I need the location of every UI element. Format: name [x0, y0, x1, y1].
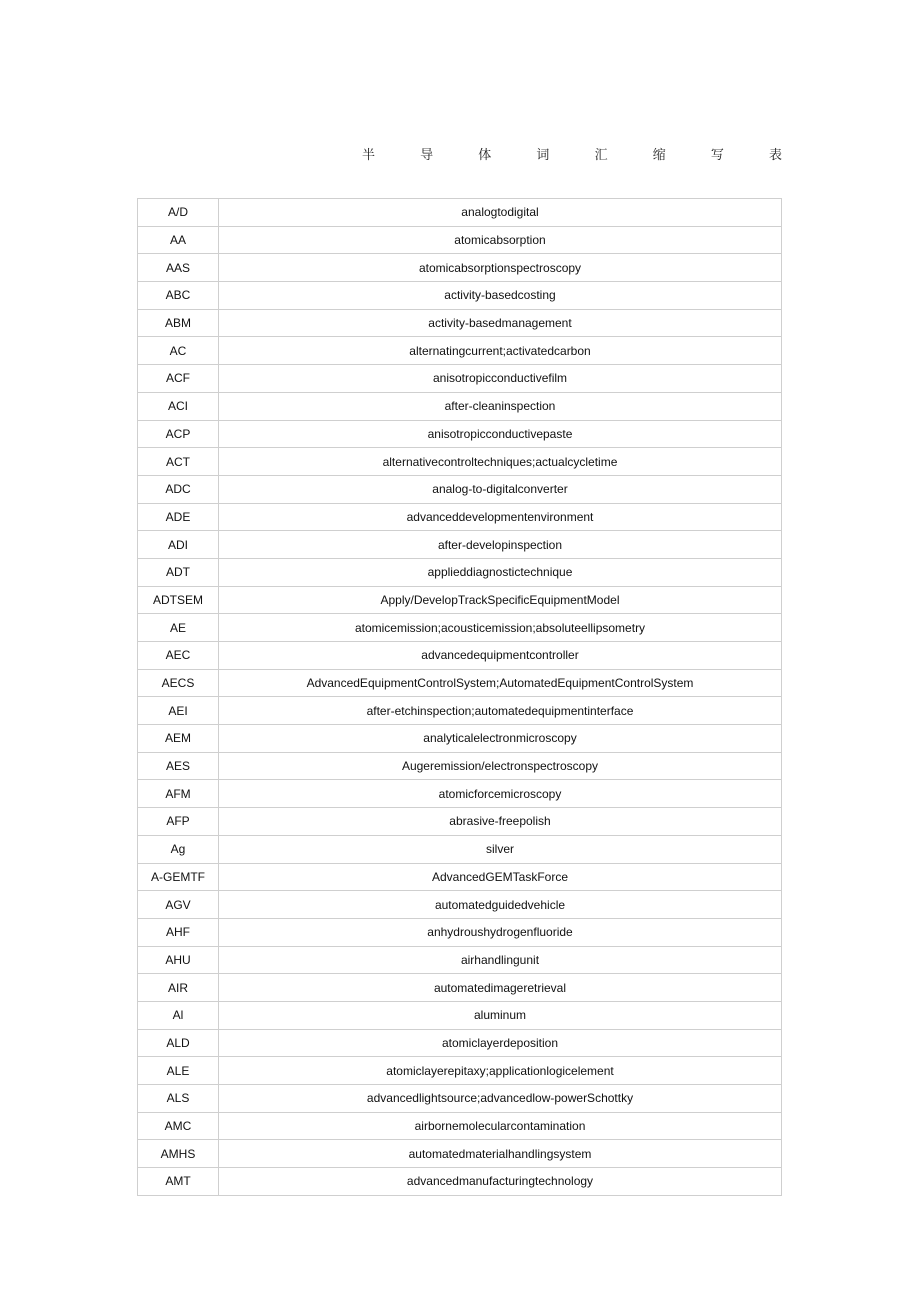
abbreviation-cell: ACI [138, 392, 219, 420]
expansion-cell: silver [219, 835, 782, 863]
table-row [138, 891, 782, 919]
table-row [138, 835, 782, 863]
title-char: 汇 [594, 148, 608, 163]
expansion-cell: atomicabsorption [219, 226, 782, 254]
abbreviation-cell: AES [138, 752, 219, 780]
table-row [138, 642, 782, 670]
table-row [138, 337, 782, 365]
table-body [138, 199, 782, 1196]
table-row [138, 226, 782, 254]
table-row [138, 199, 782, 227]
abbreviation-cell: AMHS [138, 1140, 219, 1168]
table-row [138, 918, 782, 946]
title-char: 导 [420, 148, 434, 163]
expansion-cell: analyticalelectronmicroscopy [219, 725, 782, 753]
abbreviation-cell: AECS [138, 669, 219, 697]
table-row [138, 974, 782, 1002]
table-row [138, 697, 782, 725]
title-char: 缩 [652, 148, 666, 163]
table-row [138, 420, 782, 448]
table-row [138, 531, 782, 559]
table-row [138, 309, 782, 337]
abbreviation-cell: ACT [138, 448, 219, 476]
expansion-cell: after-etchinspection;automatedequipmentinterface [219, 697, 782, 725]
page-title [362, 144, 782, 163]
table-row [138, 669, 782, 697]
expansion-cell: atomicforcemicroscopy [219, 780, 782, 808]
expansion-cell: advanceddevelopmentenvironment [219, 503, 782, 531]
abbreviation-cell: A-GEMTF [138, 863, 219, 891]
table-row [138, 392, 782, 420]
expansion-cell: Apply/DevelopTrackSpecificEquipmentModel [219, 586, 782, 614]
expansion-cell: AdvancedGEMTaskForce [219, 863, 782, 891]
expansion-cell: advancedlightsource;advancedlow-powerSchottky [219, 1085, 782, 1113]
expansion-cell: advancedmanufacturingtechnology [219, 1168, 782, 1196]
expansion-cell: atomiclayerepitaxy;applicationlogicelement [219, 1057, 782, 1085]
table-row [138, 1057, 782, 1085]
abbreviation-table [137, 198, 782, 1196]
abbreviation-cell: Ag [138, 835, 219, 863]
abbreviation-cell: ADE [138, 503, 219, 531]
table-row [138, 448, 782, 476]
abbreviation-cell: AMC [138, 1112, 219, 1140]
expansion-cell: Augeremission/electronspectroscopy [219, 752, 782, 780]
abbreviation-cell: ACF [138, 365, 219, 393]
table-row [138, 780, 782, 808]
title-char: 词 [536, 148, 550, 163]
expansion-cell: anisotropicconductivefilm [219, 365, 782, 393]
title-char: 体 [478, 148, 492, 163]
table-row [138, 1112, 782, 1140]
abbreviation-cell: ALE [138, 1057, 219, 1085]
table-row [138, 752, 782, 780]
expansion-cell: activity-basedmanagement [219, 309, 782, 337]
expansion-cell: alternativecontroltechniques;actualcycletime [219, 448, 782, 476]
table-row [138, 614, 782, 642]
expansion-cell: alternatingcurrent;activatedcarbon [219, 337, 782, 365]
expansion-cell: anisotropicconductivepaste [219, 420, 782, 448]
table-row [138, 586, 782, 614]
expansion-cell: airbornemolecularcontamination [219, 1112, 782, 1140]
abbreviation-cell: AHF [138, 918, 219, 946]
title-char: 写 [710, 148, 724, 163]
expansion-cell: aluminum [219, 1001, 782, 1029]
abbreviation-cell: ABC [138, 282, 219, 310]
expansion-cell: airhandlingunit [219, 946, 782, 974]
abbreviation-cell: AC [138, 337, 219, 365]
table-row [138, 1085, 782, 1113]
abbreviation-cell: ACP [138, 420, 219, 448]
table-row [138, 946, 782, 974]
expansion-cell: advancedequipmentcontroller [219, 642, 782, 670]
abbreviation-cell: AGV [138, 891, 219, 919]
expansion-cell: analog-to-digitalconverter [219, 475, 782, 503]
abbreviation-cell: AE [138, 614, 219, 642]
table-row [138, 863, 782, 891]
table-row [138, 503, 782, 531]
expansion-cell: activity-basedcosting [219, 282, 782, 310]
expansion-cell: after-cleaninspection [219, 392, 782, 420]
abbreviation-cell: AFM [138, 780, 219, 808]
abbreviation-cell: AEI [138, 697, 219, 725]
title-char: 表 [768, 148, 782, 163]
expansion-cell: abrasive-freepolish [219, 808, 782, 836]
table-row [138, 1001, 782, 1029]
abbreviation-cell: ALD [138, 1029, 219, 1057]
expansion-cell: anhydroushydrogenfluoride [219, 918, 782, 946]
expansion-cell: AdvancedEquipmentControlSystem;AutomatedEquipmentControlSystem [219, 669, 782, 697]
expansion-cell: automatedguidedvehicle [219, 891, 782, 919]
abbreviation-cell: ADT [138, 558, 219, 586]
abbreviation-cell: ALS [138, 1085, 219, 1113]
table-row [138, 558, 782, 586]
abbreviation-cell: ABM [138, 309, 219, 337]
table-row [138, 1168, 782, 1196]
abbreviation-cell: AFP [138, 808, 219, 836]
expansion-cell: atomiclayerdeposition [219, 1029, 782, 1057]
expansion-cell: atomicemission;acousticemission;absoluteellipsometry [219, 614, 782, 642]
table-row [138, 725, 782, 753]
expansion-cell: automatedimageretrieval [219, 974, 782, 1002]
expansion-cell: automatedmaterialhandlingsystem [219, 1140, 782, 1168]
table-row [138, 282, 782, 310]
abbreviation-cell: ADTSEM [138, 586, 219, 614]
abbreviation-cell: AIR [138, 974, 219, 1002]
expansion-cell: atomicabsorptionspectroscopy [219, 254, 782, 282]
expansion-cell: applieddiagnostictechnique [219, 558, 782, 586]
abbreviation-cell: AMT [138, 1168, 219, 1196]
title-char: 半 [362, 148, 376, 163]
abbreviation-cell: AEC [138, 642, 219, 670]
abbreviation-cell: ADI [138, 531, 219, 559]
table-row [138, 808, 782, 836]
table-row [138, 1140, 782, 1168]
abbreviation-cell: ADC [138, 475, 219, 503]
abbreviation-cell: AHU [138, 946, 219, 974]
expansion-cell: after-developinspection [219, 531, 782, 559]
abbreviation-cell: AAS [138, 254, 219, 282]
table-row [138, 475, 782, 503]
abbreviation-cell: AA [138, 226, 219, 254]
table-row [138, 254, 782, 282]
abbreviation-cell: Al [138, 1001, 219, 1029]
expansion-cell: analogtodigital [219, 199, 782, 227]
table-row [138, 1029, 782, 1057]
abbreviation-cell: A/D [138, 199, 219, 227]
abbreviation-cell: AEM [138, 725, 219, 753]
table-row [138, 365, 782, 393]
